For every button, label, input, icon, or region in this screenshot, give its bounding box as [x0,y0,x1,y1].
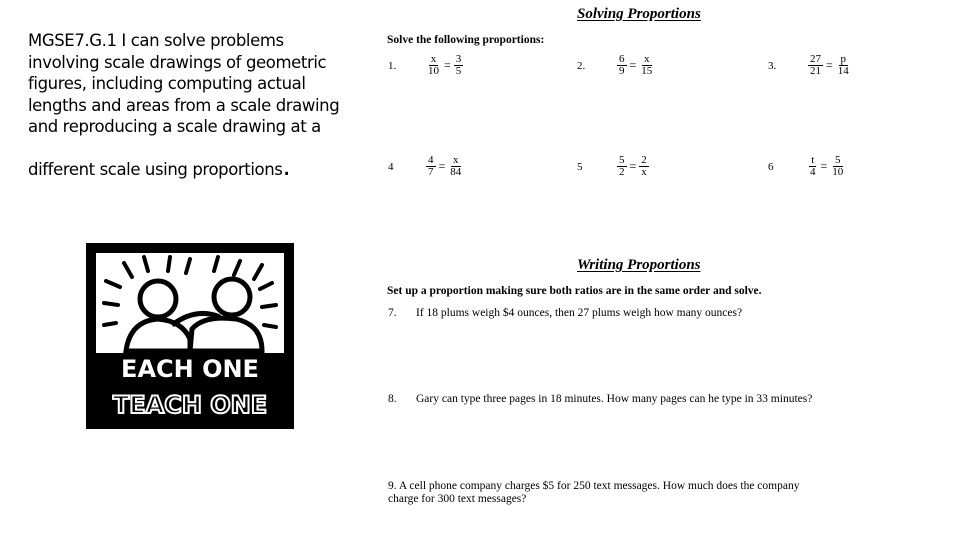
numerator: 5 [835,154,841,166]
question-8: Gary can type three pages in 18 minutes. How many pages can he type in 33 minutes? [416,393,813,405]
question-7: If 18 plums weigh $4 ounces, then 27 plums weigh how many ounces? [416,307,743,319]
denominator: 84 [450,166,462,178]
standard-line: MGSE7.G.1 I can solve problems [28,31,284,50]
each-one-teach-one-logo [86,243,294,429]
equals-sign: = [820,159,828,173]
standard-line: figures, including computing actual [28,74,306,93]
problem-number: 2. [577,60,586,72]
fraction-right [639,54,654,77]
fraction-right [448,155,463,178]
equals-sign: = [826,58,833,72]
writing-instruction: Set up a proportion making sure both ratios are in the same order and solve. [387,285,762,297]
writing-title: Writing Proportions [577,257,701,273]
problem-number: 4 [388,161,394,173]
problem-number: 5 [577,161,583,173]
fraction-left [808,54,823,77]
standard-line: different scale using proportions [28,160,283,179]
fraction-left [617,155,627,178]
numerator: 27 [810,53,821,65]
denominator: 4 [810,166,816,178]
fraction-left [808,155,818,178]
proportion-problem [808,54,851,77]
numerator: x [644,53,650,65]
numerator: x [430,53,437,65]
equals-sign: = [444,58,451,72]
fraction-right [454,54,464,77]
denominator: 7 [428,166,434,178]
standard-period: . [282,152,291,182]
proportion-problem [617,155,649,178]
denominator: 2 [619,166,625,178]
denominator: 10 [428,65,439,77]
denominator: 14 [837,65,849,77]
standard-last-line [28,152,291,182]
standard-line: involving scale drawings of geometric [28,52,327,72]
equals-sign: = [629,58,637,72]
equals-sign: = [629,159,637,173]
fraction-left [617,54,627,77]
denominator: 21 [810,65,821,77]
numerator: 6 [619,53,625,65]
standard-line: and reproducing a scale drawing at a [28,117,321,136]
denominator: 15 [641,65,653,77]
solving-title: Solving Proportions [577,6,701,22]
equals-sign: = [438,159,446,173]
question-9-line2: charge for 300 text messages? [388,493,527,505]
problem-number: 6 [768,161,774,173]
problem-number: 3. [768,60,777,72]
fraction-left [426,54,441,77]
numerator: x [453,154,459,166]
numerator: 4 [428,154,434,166]
numerator: 2 [641,154,647,166]
standard-text [28,30,358,138]
standard-line: lengths and areas from a scale drawing [28,95,340,115]
problem-number: 1. [388,60,397,72]
fraction-right [830,155,845,178]
proportion-problem [426,54,463,77]
denominator: 10 [832,166,844,178]
logo-line2: TEACH ONE [112,391,268,419]
proportion-problem [808,155,845,178]
fraction-left [426,155,436,178]
numerator: 5 [619,154,625,166]
proportion-problem [617,54,654,77]
proportion-problem [426,155,463,178]
question-8-number: 8. [388,393,397,405]
denominator: x [641,166,647,178]
denominator: 5 [455,65,462,77]
logo-line1: EACH ONE [121,355,259,383]
solving-instruction: Solve the following proportions: [387,34,545,46]
numerator: p [840,53,847,65]
fraction-right [836,54,851,77]
denominator: 9 [619,65,625,77]
numerator: t [811,154,815,166]
question-7-number: 7. [388,307,397,319]
fraction-right [639,155,649,178]
question-9-line1: 9. A cell phone company charges $5 for 250 text messages. How much does the company [388,480,800,492]
numerator: 3 [455,53,462,65]
